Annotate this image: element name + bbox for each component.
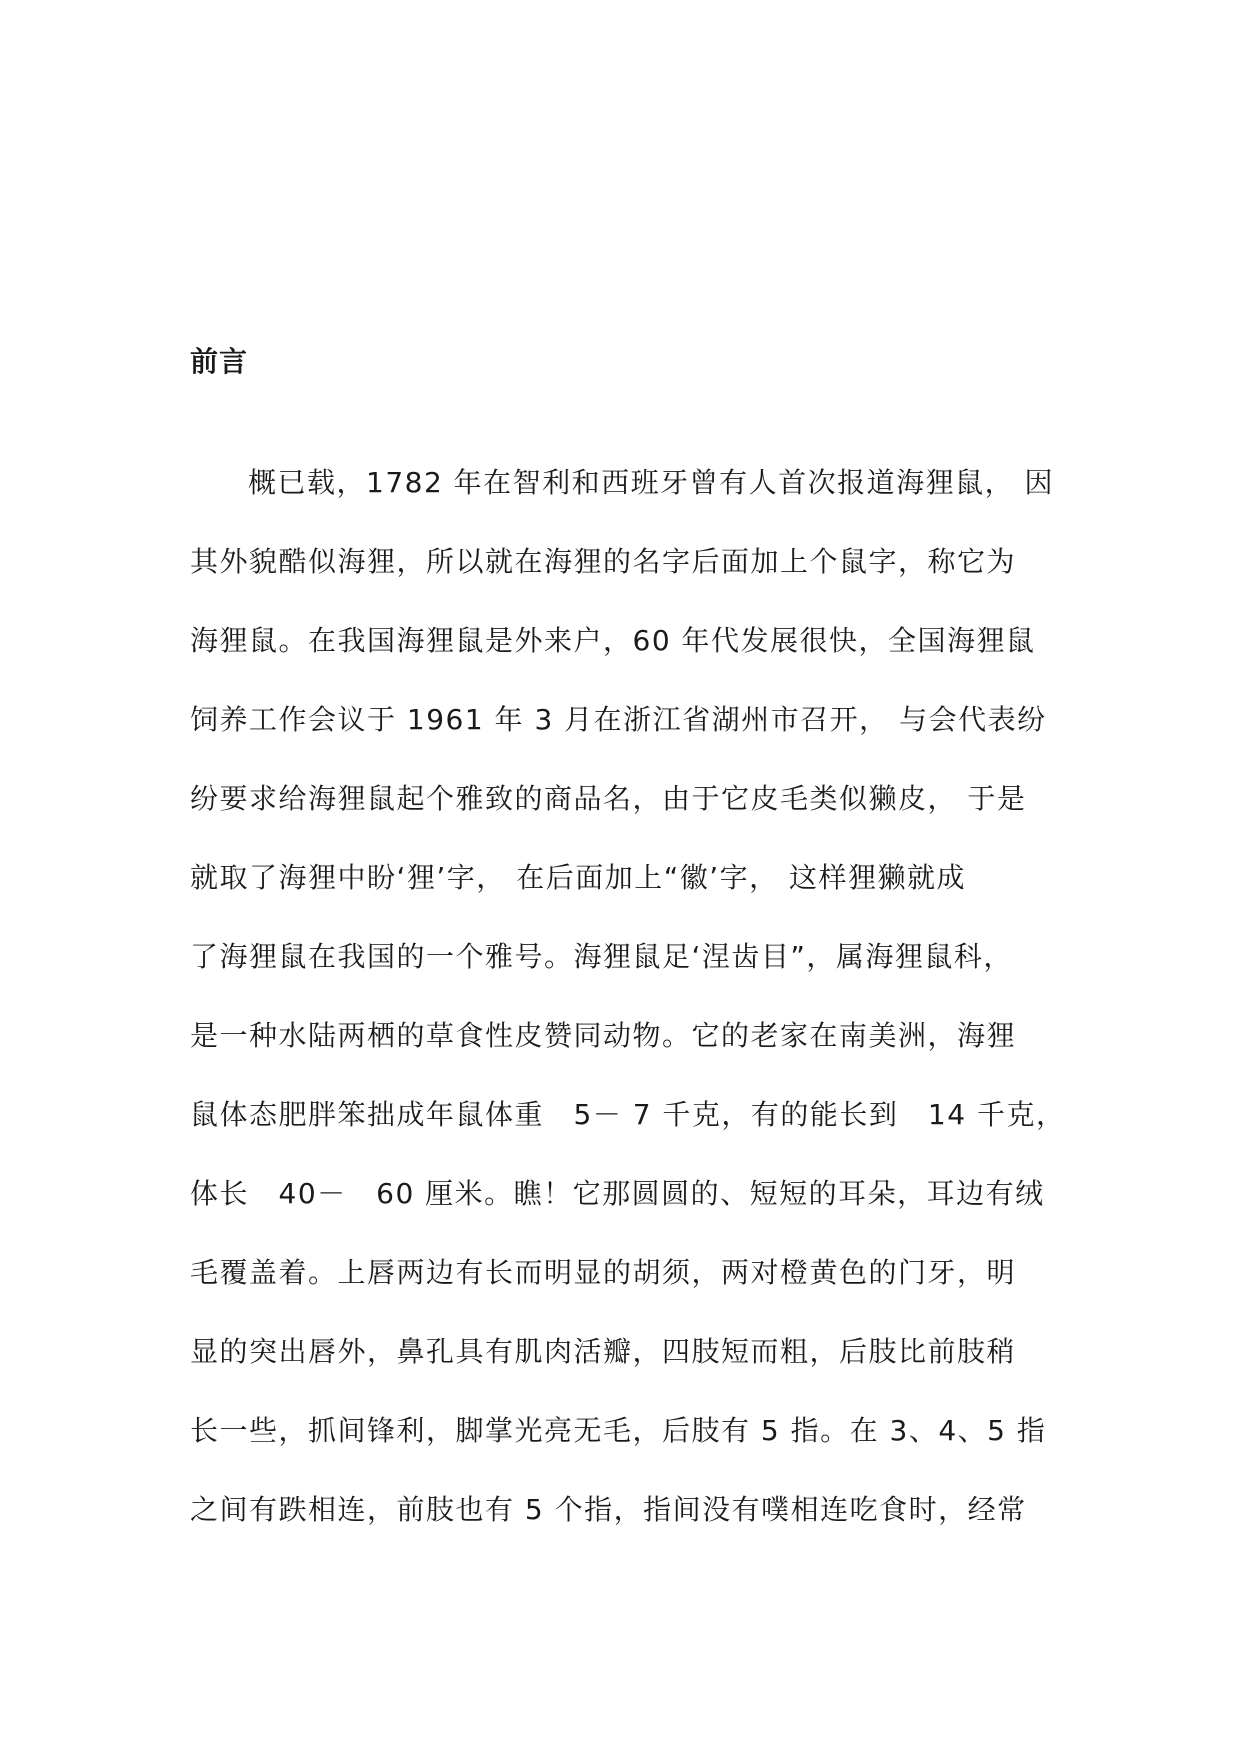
paragraph-line: 毛覆盖着。上唇两边有长而明显的胡须，两对橙黄色的门牙，明 <box>190 1256 1017 1289</box>
paragraph-line: 其外貌酷似海狸，所以就在海狸的名字后面加上个鼠字，称它为 <box>190 545 1017 578</box>
paragraph-line: 饲养工作会议于 1961 年 3 月在浙江省湖州市召开， 与会代表纷 <box>190 703 1047 736</box>
paragraph-line: 长一些，抓间锋利，脚掌光亮无毛，后肢有 5 指。在 3、4、5 指 <box>190 1414 1047 1447</box>
section-heading: 前言 <box>190 345 249 378</box>
paragraph-line: 是一种水陆两栖的草食性皮赞同动物。它的老家在南美洲，海狸 <box>190 1019 1017 1052</box>
paragraph-line: 就取了海狸中盼‘狸’字， 在后面加上“徽’字， 这样狸獭就成 <box>190 861 967 894</box>
body-paragraph <box>190 463 1070 1569</box>
paragraph-line: 显的突出唇外，鼻孔具有肌肉活瓣，四肢短而粗，后肢比前肢稍 <box>190 1335 1017 1368</box>
paragraph-line: 了海狸鼠在我国的一个雅号。海狸鼠足‘涅齿目”，属海狸鼠科， <box>190 940 1013 973</box>
paragraph-line: 纷要求给海狸鼠起个雅致的商品名，由于它皮毛类似獭皮， 于是 <box>190 782 1027 815</box>
paragraph-line: 概已载，1782 年在智利和西班牙曾有人首次报道海狸鼠， 因 <box>248 466 1055 499</box>
paragraph-line: 之间有跌相连，前肢也有 5 个指，指间没有噗相连吃食时，经常 <box>190 1493 1027 1526</box>
paragraph-line: 海狸鼠。在我国海狸鼠是外来户，60 年代发展很快，全国海狸鼠 <box>190 624 1036 657</box>
paragraph-line: 鼠体态肥胖笨拙成年鼠体重 5－ 7 千克，有的能长到 14 千克， <box>190 1098 1066 1131</box>
paragraph-line: 体长 40－ 60 厘米。瞧！它那圆圆的、短短的耳朵，耳边有绒 <box>190 1177 1045 1210</box>
